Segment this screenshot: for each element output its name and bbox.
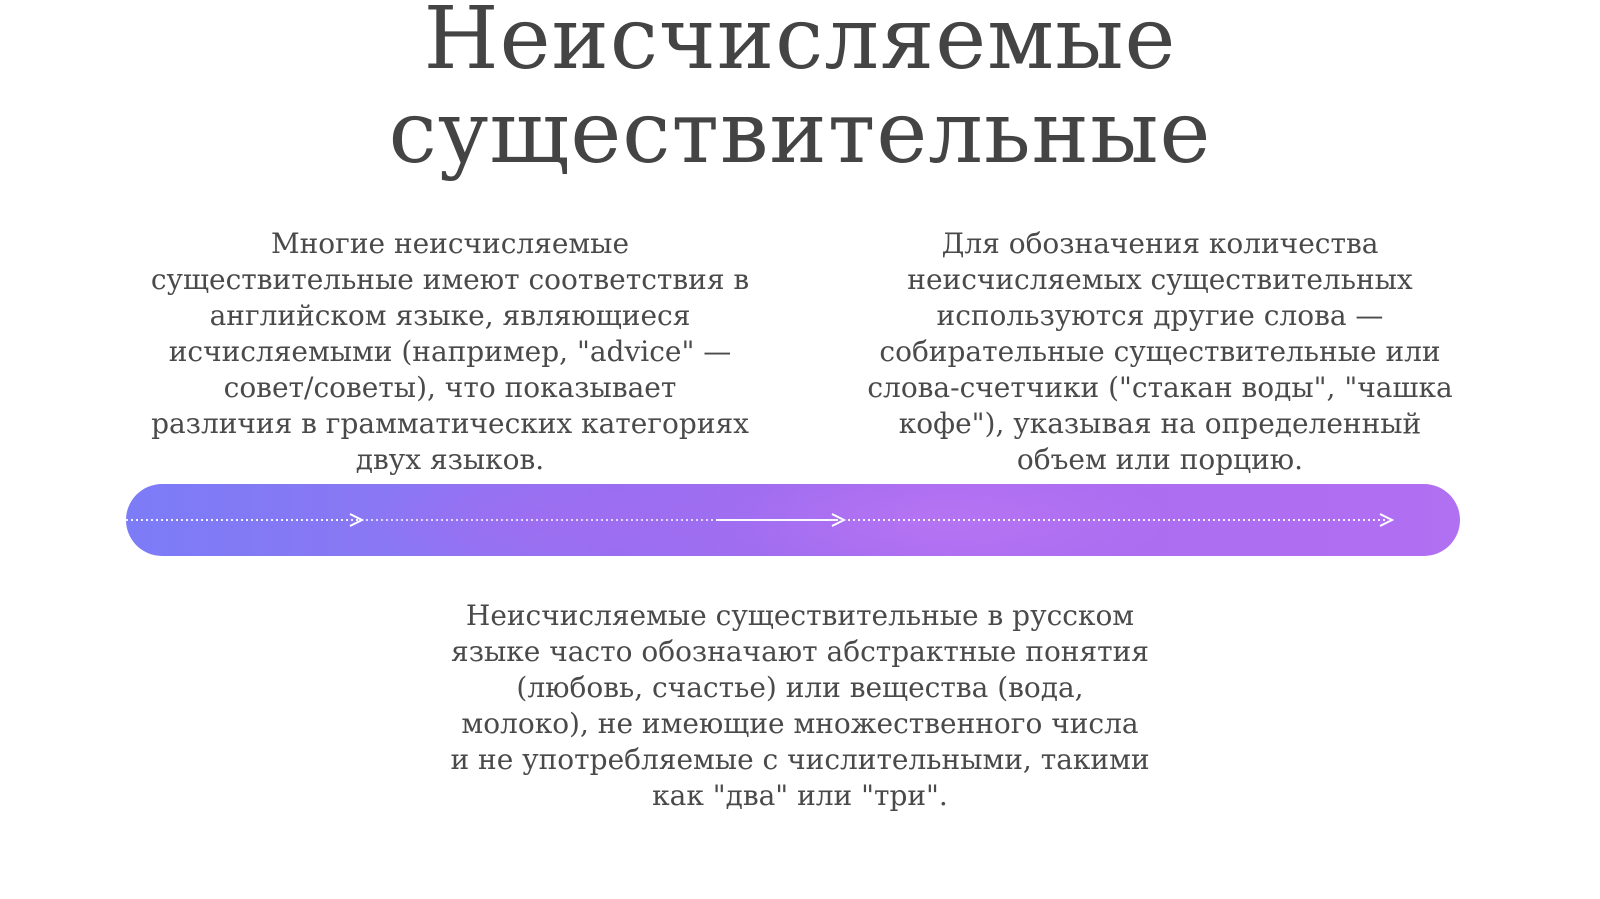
slide-title <box>0 0 1600 183</box>
slide-title-line-1: Неисчисляемые <box>423 0 1177 89</box>
right-text-block: Для обозначения количества неисчисляемых существительных используются другие слова — собирательные существительные или слова-счетчики ("стакан воды", "чашка кофе"), указывая на определенный объем или порцию. <box>867 227 1453 476</box>
timeline-arrows <box>126 484 1460 556</box>
left-text-block: Многие неисчисляемые существительные имеют соответствия в английском языке, являющиеся исчисляемыми (например, "advice" — совет/советы), что показывает различия в грамматических категориях двух языков. <box>150 227 750 476</box>
slide-title-line-2: существительные <box>388 83 1212 183</box>
bottom-text-block: Неисчисляемые существительные в русском языке часто обозначают абстрактные понятия (любовь, счастье) или вещества (вода, молоко), не имеющие множественного числа и не употребляемые с числительными, такими как "два" или "три". <box>450 599 1150 812</box>
